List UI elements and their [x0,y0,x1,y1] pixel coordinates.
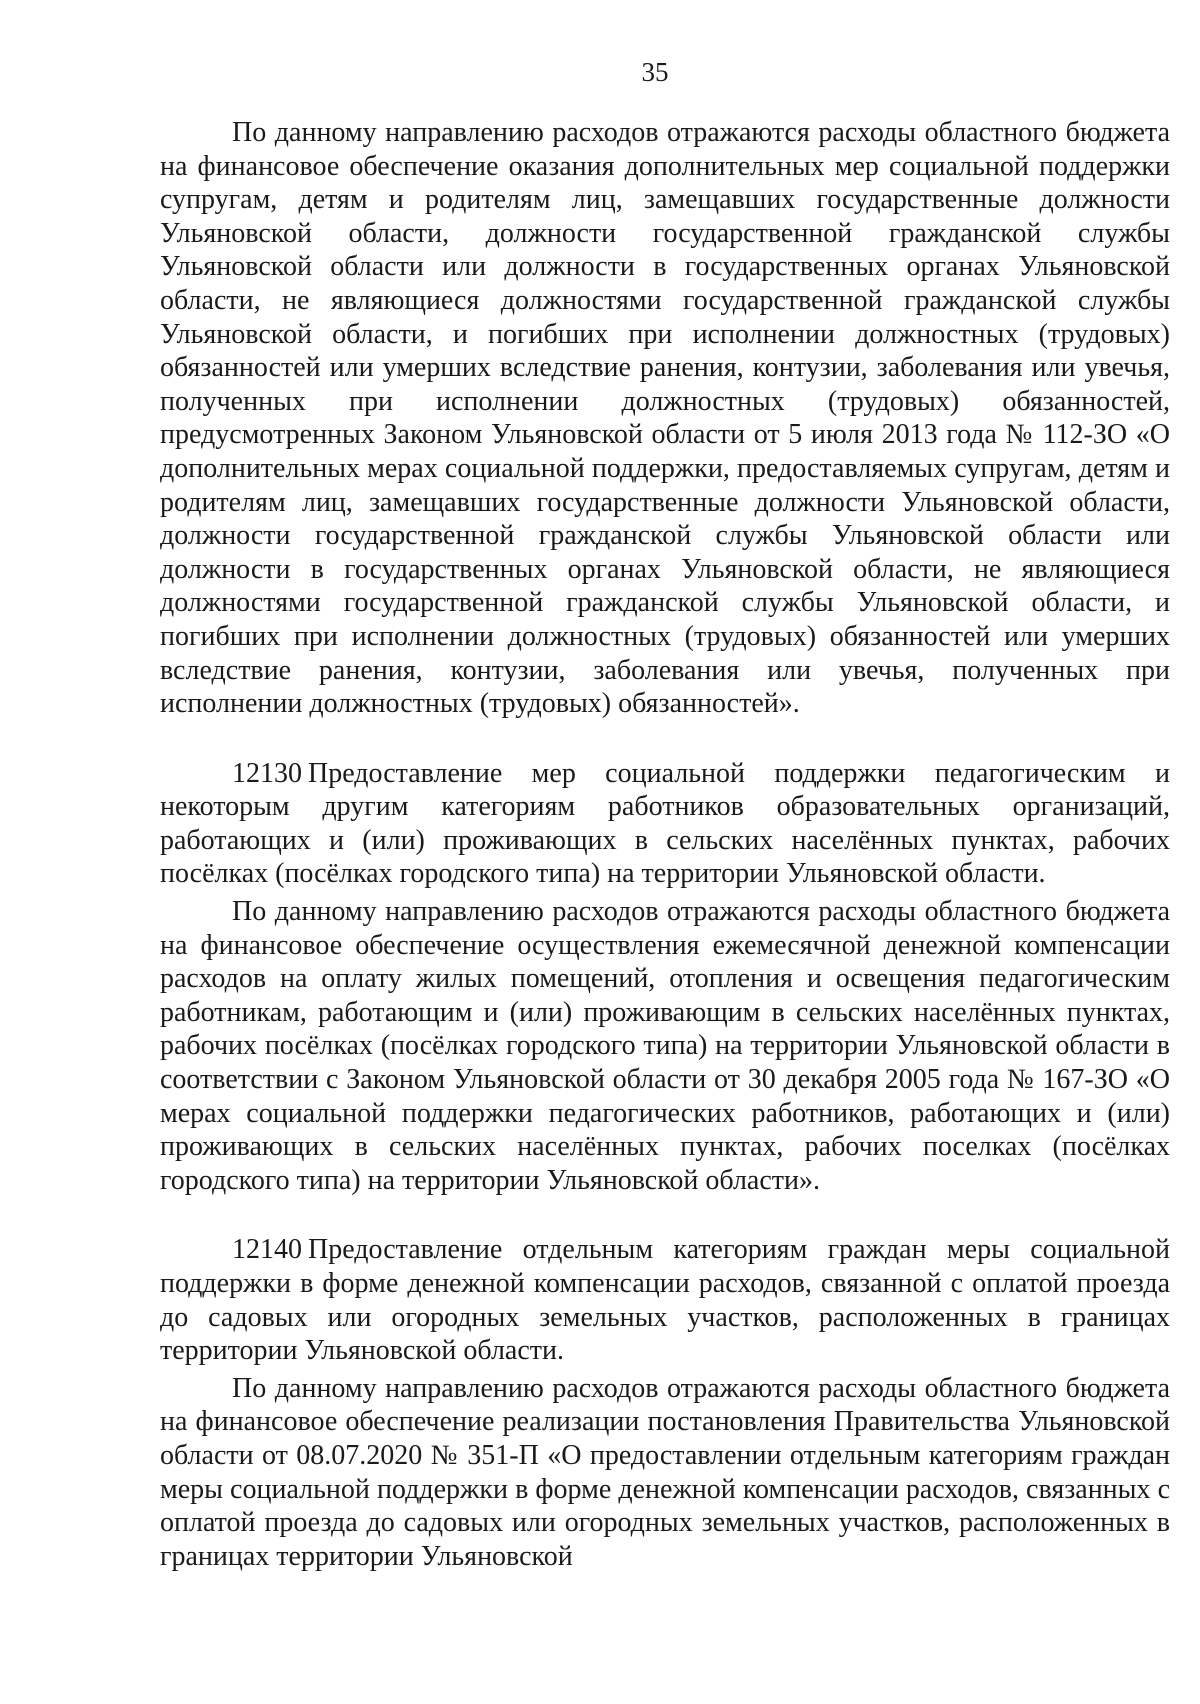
page-number: 35 [641,57,669,87]
section-heading-12140 [160,1233,1170,1367]
section-code: 12140 [232,1234,302,1266]
document-body [160,116,1170,1573]
section-code: 12130 [232,757,302,789]
paragraph-expenses-description-1: По данному направлению расходов отражаются расходы областного бюджета на финансовое обеспечение оказания дополнительных мер социальной поддержки супругам, детям и родителям лиц, замещавших государственные должности Ульяновской области, должности государственной гражданской службы Ульяновской области или должности в государственных органах Ульяновской области, не являющиеся должностями государственной гражданской службы Ульяновской области, и погибших при исполнении должностных (трудовых) обязанностей или умерших вследствие ранения, контузии, заболевания или увечья, полученных при исполнении должностных (трудовых) обязанностей, предусмотренных Законом Ульяновской области от 5 июля 2013 года № 112-ЗО «О дополнительных мерах социальной поддержки, предоставляемых супругам, детям и родителям лиц, замещавших государственные должности Ульяновской области, должности государственной гражданской службы Ульяновской области или должности в государственных органах Ульяновской области, не являющиеся должностями государственной гражданской службы Ульяновской области, и погибших при исполнении должностных (трудовых) обязанностей или умерших вследствие ранения, контузии, заболевания или увечья, полученных при исполнении должностных (трудовых) обязанностей». [160,117,1170,720]
section-title: Предоставление отдельным категориям граждан меры социальной поддержки в форме денежной компенсации расходов, связанной с оплатой проезда до садовых или огородных земельных участков, расположенных в границах территории Ульяновской области. [160,1234,1170,1367]
paragraph-expenses-description-2: По данному направлению расходов отражаются расходы областного бюджета на финансовое обеспечение осуществления ежемесячной денежной компенсации расходов на оплату жилых помещений, отопления и освещения педагогическим работникам, работающим и (или) проживающим в сельских населённых пунктах, рабочих посёлках (посёлках городского типа) на территории Ульяновской области в соответствии с Законом Ульяновской области от 30 декабря 2005 года № 167-ЗО «О мерах социальной поддержки педагогических работников, работающих и (или) проживающих в сельских населённых пунктах, рабочих поселках (посёлках городского типа) на территории Ульяновской области». [160,896,1170,1196]
paragraph-expenses-description-3: По данному направлению расходов отражаются расходы областного бюджета на финансовое обеспечение реализации постановления Правительства Ульяновской области от 08.07.2020 № 351-П «О предоставлении отдельным категориям граждан меры социальной поддержки в форме денежной компенсации расходов, связанных с оплатой проезда до садовых или огородных земельных участков, расположенных в границах территории Ульяновской [160,1372,1170,1572]
section-heading-12130 [160,757,1170,891]
section-title: Предоставление мер социальной поддержки педагогическим и некоторым другим категориям работников образовательных организаций, работающих и (или) проживающих в сельских населённых пунктах, рабочих посёлках (посёлках городского типа) на территории Ульяновской области. [160,757,1170,890]
